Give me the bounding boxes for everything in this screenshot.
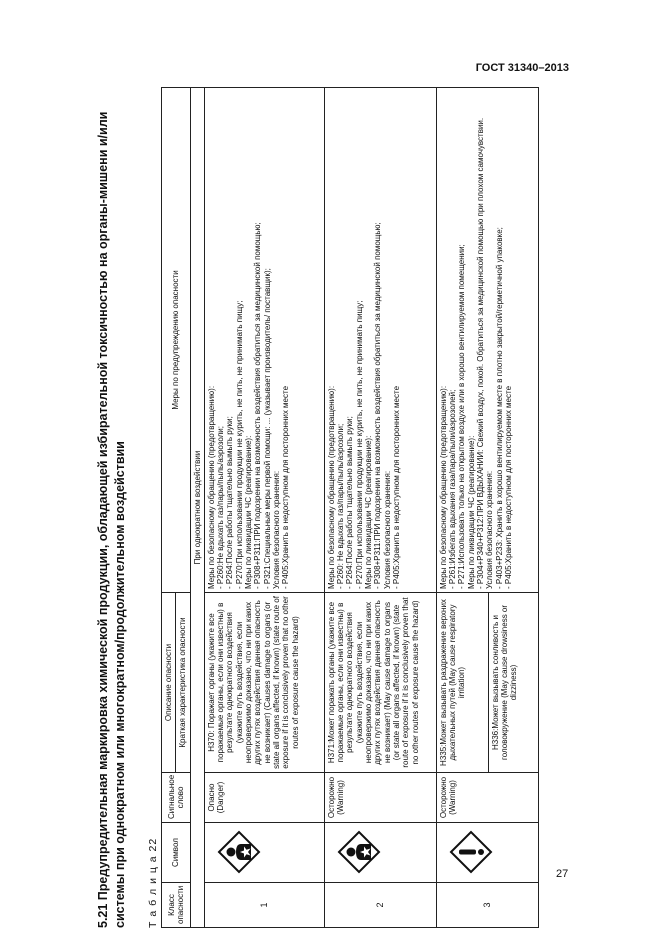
class-cell: 3 — [436, 883, 538, 928]
measure-line: - P403+P233: Хранить в хорошо вентилируемом месте в плотно закрытой/герметичной упаковке; — [494, 227, 504, 589]
precaution-measures — [436, 87, 538, 592]
exclamation-mark-icon — [449, 831, 493, 875]
measure-line: - P308+P311:ПРИ подозрении на возможность воздействия обратиться за медицинской помощью; — [373, 222, 383, 589]
measure-line: - P260:Не вдыхать газ/пары/пыль/аэрозоли; — [216, 426, 226, 589]
document-code: ГОСТ 31340–2013 — [475, 62, 569, 74]
table-row — [204, 87, 324, 927]
precaution-measures — [204, 87, 324, 592]
col-measures: Меры по предупреждению опасности — [162, 87, 191, 592]
measure-line: - P270:При использовании продукции не курить, не пить, не принимать пищу; — [234, 300, 244, 589]
health-hazard-icon — [217, 831, 261, 875]
table-row — [436, 87, 488, 927]
rotated-content — [95, 88, 560, 928]
measure-line: Условия безопасного хранения: — [382, 470, 392, 589]
measure-line: Условия безопасного хранения: — [485, 470, 495, 589]
class-cell: 2 — [324, 883, 436, 928]
measure-line: - P405:Хранить в недоступном для посторонних месте — [391, 385, 401, 589]
class-cell: 1 — [204, 883, 324, 928]
symbol-cell — [324, 823, 436, 883]
signal-word: Осторожно (Warning) — [436, 773, 538, 823]
measure-line: Меры по ликвидации ЧС (реагирование): — [244, 435, 254, 589]
measure-line: - P304+P340+P312:ПРИ ВДЫХАНИИ: Свежий воздух, покой. Обратиться за медицинской помощью при плохом самочувствии. — [476, 117, 486, 589]
measure-line: - P271:Использовать только на открытом воздухе или в хорошо вентилируемом помещении; — [457, 244, 467, 589]
precaution-measures — [324, 87, 436, 592]
symbol-cell — [436, 823, 538, 883]
hazard-description: H335:Может вызывать раздражение верхних дыхательных путей (May cause respiratory irritation) — [436, 592, 488, 772]
measure-line: Меры по ликвидации ЧС (реагирование): — [364, 435, 374, 589]
measure-line: - P264:После работы тщательно вымыть руки; — [225, 416, 235, 589]
measure-line: - P264:После работы тщательно вымыть руки; — [345, 416, 355, 589]
section-title: 5.21 Предупредительная маркировка химической продукции, обладающей избирательной токсичностью на органы-мишени и/или системы при однократном или многократном/продолжительном воздействии — [96, 111, 127, 928]
table-caption: Т а б л и ц а 22 — [147, 837, 159, 928]
measure-line: Меры по безопасному обращению (предотвращению): — [206, 385, 216, 589]
signal-word: Опасно (Danger) — [204, 773, 324, 823]
col-symbol: Символ — [162, 823, 191, 883]
col-signal: Сигнальное слово — [162, 773, 191, 823]
symbol-cell — [204, 823, 324, 883]
measure-line: - P308+P311:ПРИ подозрении на возможность воздействия обратиться за медицинской помощью; — [253, 222, 263, 589]
measure-line: - P260: Не вдыхать газ/пары/пыль/аэрозоли; — [336, 423, 346, 589]
measure-line: - P405:Хранить в недоступном для посторонних месте — [503, 385, 513, 589]
health-hazard-icon — [337, 831, 381, 875]
measure-line: Меры по безопасному обращению (предотвращению): — [326, 385, 336, 589]
table-row — [324, 87, 436, 927]
measure-line: Меры по безопасному обращению (предотвращению): — [438, 385, 448, 589]
measure-line: - P261:Избегать вдыхания газа/пара/пыли/аэрозолей; — [448, 389, 458, 589]
measure-line: Меры по ликвидации ЧС (реагирование): — [466, 435, 476, 589]
hazard-description: H336:Может вызывать сонливость и головокружение (May cause drowsiness or dizziness) — [488, 592, 538, 772]
section-single-exposure: При однократном воздействии — [190, 87, 204, 927]
page-number: 27 — [556, 868, 569, 880]
measure-line: - P321:Специальные меры первой помощи: ... (указывает производитель/ поставщик); — [262, 268, 272, 589]
col-brief: Краткая характеристика опасности — [176, 592, 190, 772]
hazard-description: H370: Поражает органы (укажите все поражаемые органы, если они известны) в результате однократного воздействия (укажите путь воздействия, если неопровержимо доказано, что ни при каких других путях воздействия данная опасность не возникает) (Causes damage to organs (or state all organs affected, if known) (state route of exposure if it is conclusively proven that no other routes of exposure cause the hazard) — [204, 592, 324, 772]
hazard-table — [161, 87, 539, 928]
col-class: Класс опасности — [162, 883, 191, 928]
hazard-description: H371:Может поражать органы (укажите все поражаемые органы, если они известны) в результате однократного воздействия (укажите путь воздействия, если неопровержимо доказано, что ни при каких других путях воздействия данная опасность не возникает) (May cause damage to organs (or state all organs affected, if known) (state route of exposure if it is conclusively proven that no other routes of exposure cause the hazard) — [324, 592, 436, 772]
col-description: Описание опасности — [162, 592, 176, 772]
signal-word: Осторожно (Warning) — [324, 773, 436, 823]
measure-line: - P270:При использовании продукции не курить, не пить, не принимать пищу; — [354, 300, 364, 589]
measure-line: - P405:Хранить в недоступном для посторонних месте — [281, 385, 291, 589]
measure-line: Условия безопасного хранения: — [271, 470, 281, 589]
